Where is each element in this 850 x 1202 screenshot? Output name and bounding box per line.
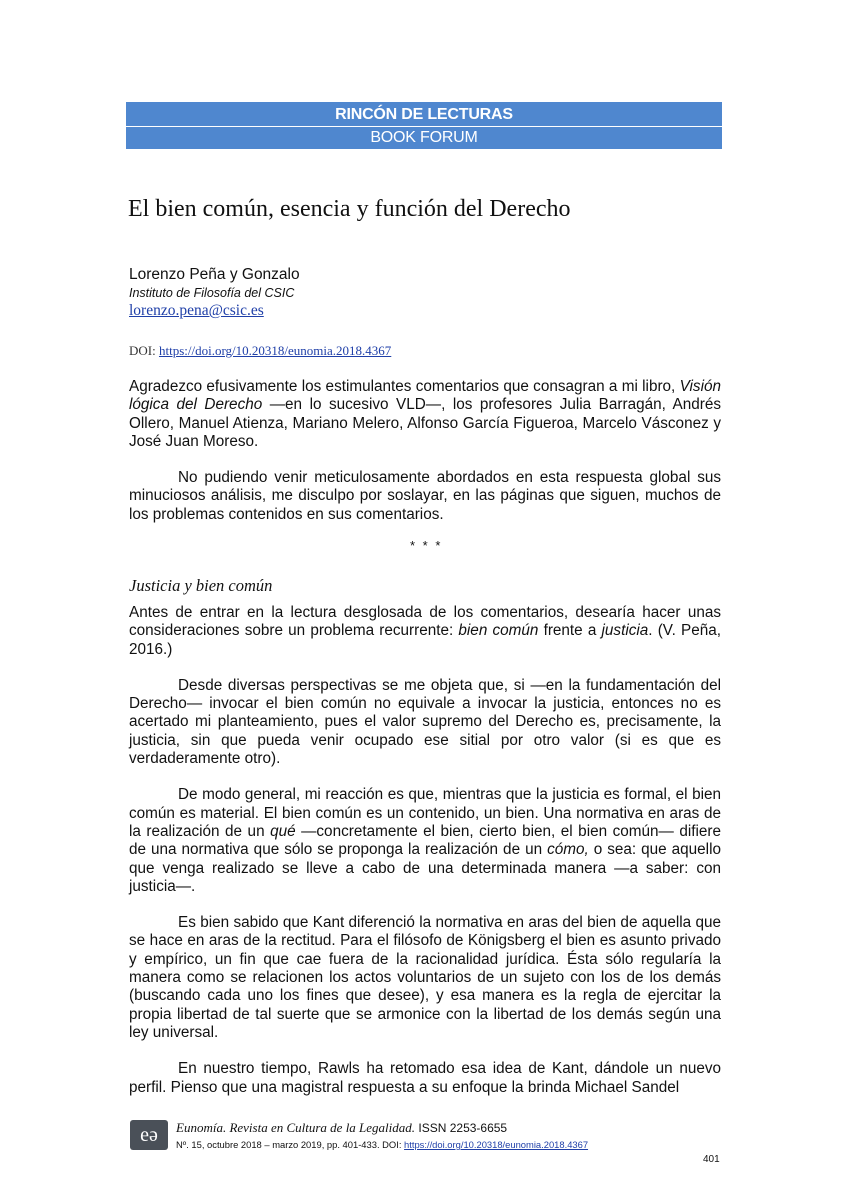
journal-issn: ISSN 2253-6655	[415, 1121, 508, 1135]
text-run: o sea: que aquello que venga realizado se lleve a cabo de una determinada manera —a saber: con justicia—.	[129, 841, 721, 895]
svg-text:eə: eə	[140, 1124, 158, 1146]
doi-link[interactable]: https://doi.org/10.20318/eunomia.2018.4367	[158, 343, 392, 358]
author-email-link[interactable]: lorenzo.pena@csic.es	[129, 302, 264, 319]
doi-label: DOI:	[129, 343, 159, 358]
text-run: frente a	[538, 622, 602, 640]
intro-paragraph-1	[129, 378, 721, 451]
intro-text	[129, 378, 721, 542]
section-paragraph-4: Es bien sabido que Kant diferenció la normativa en aras del bien de aquella que se hace en aras de la rectitud. Para el filósofo de Königsberg el bien es asunto privado y empírico, un fin que cae fuera de la racionalidad jurídica. Ésta sólo regularía la manera como se relacionen los actos voluntarios de un sujeto con los de los demás (buscando cada uno los fines que desee), y esa manera es la regla de ejercitar la propia libertad de tal suerte que se armonice con la libertad de los demás según una ley universal.	[129, 914, 721, 1041]
emphasis: qué	[270, 822, 296, 840]
section-paragraph-5: En nuestro tiempo, Rawls ha retomado esa idea de Kant, dándole un nuevo perfil. Pienso que una magistral respuesta a su enfoque la brinda Michael Sandel	[129, 1060, 721, 1096]
book-title: Visión lógica del Derecho	[129, 378, 721, 414]
eunomia-logo-icon	[130, 1120, 168, 1150]
text-run: Agradezco efusivamente los estimulantes comentarios que consagran a mi libro,	[129, 378, 680, 395]
page-number: 401	[703, 1154, 720, 1165]
article-title: El bien común, esencia y función del Derecho	[128, 196, 571, 222]
section-paragraph-1	[129, 604, 721, 659]
section-banner	[126, 102, 722, 149]
emphasis: bien común	[458, 622, 539, 640]
banner-title-es: RINCÓN DE LECTURAS	[126, 102, 722, 126]
section-separator: * * *	[410, 538, 443, 553]
footer-journal-line	[176, 1120, 507, 1136]
citation-doi-link[interactable]: https://doi.org/10.20318/eunomia.2018.4367	[404, 1139, 589, 1150]
text-run: —concretamente el bien, cierto bien, el bien común— difiere de una normativa que sólo se proponga la realización de un	[129, 822, 721, 859]
emphasis: cómo,	[547, 841, 589, 859]
text-run: De modo general, mi reacción es que, mientras que la justicia es formal, el bien común es material. El bien común es un contenido, un bien. Una normativa en aras de la realización de un	[129, 786, 721, 840]
author-name: Lorenzo Peña y Gonzalo	[129, 266, 300, 283]
author-affiliation: Instituto de Filosofía del CSIC	[129, 286, 295, 300]
section-paragraph-3	[129, 786, 721, 896]
citation-text: Nº. 15, octubre 2018 – marzo 2019, pp. 401-433. DOI:	[176, 1139, 405, 1150]
emphasis: justicia	[601, 622, 649, 640]
text-run: Antes de entrar en la lectura desglosada de los comentarios, desearía hacer unas consideraciones sobre un problema recurrente:	[129, 604, 721, 640]
section-heading: Justicia y bien común	[129, 576, 273, 595]
banner-title-en: BOOK FORUM	[126, 127, 722, 149]
text-run: —en lo sucesivo VLD—, los profesores Julia Barragán, Andrés Ollero, Manuel Atienza, Mariano Melero, Alfonso García Figueroa, Marcelo Vásconez y José Juan Moreso.	[129, 396, 721, 450]
journal-name: Eunomía. Revista en Cultura de la Legalidad.	[176, 1120, 416, 1135]
intro-paragraph-2: No pudiendo venir meticulosamente abordados en esta respuesta global sus minuciosos análisis, me disculpo por soslayar, en las páginas que siguen, muchos de los problemas contenidos en sus comentarios.	[129, 469, 721, 523]
text-run: . (V. Peña, 2016.)	[129, 622, 721, 658]
footer-citation	[176, 1139, 588, 1150]
doi-line	[129, 343, 391, 359]
section-text	[129, 604, 721, 1115]
section-paragraph-2: Desde diversas perspectivas se me objeta que, si —en la fundamentación del Derecho— invocar el bien común no equivale a invocar la justicia, entonces no es acertado mi planteamiento, pues el valor supremo del Derecho es, precisamente, la justicia, sin que pueda venir ocupado ese sitial por otro valor (si es que es verdaderamente otro).	[129, 676, 721, 768]
